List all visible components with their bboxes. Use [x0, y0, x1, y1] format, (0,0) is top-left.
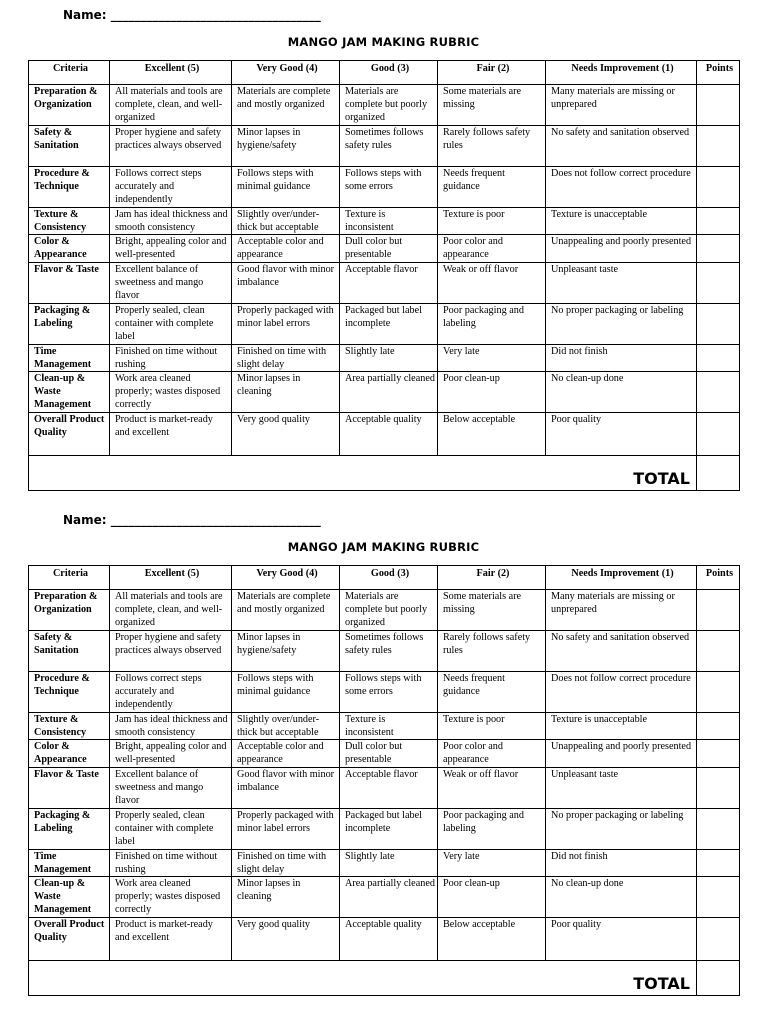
points-cell[interactable] — [697, 167, 740, 208]
excellent-cell: Work area cleaned properly; wastes disposed correctly — [110, 372, 232, 413]
excellent-cell: All materials and tools are complete, clean, and well-organized — [110, 85, 232, 126]
header-very-good: Very Good (4) — [232, 61, 340, 85]
very-good-cell: Finished on time with slight delay — [232, 344, 340, 371]
fair-cell: Rarely follows safety rules — [438, 126, 546, 167]
needs-improvement-cell: Did not finish — [546, 849, 697, 876]
good-cell: Slightly late — [340, 849, 438, 876]
header-excellent: Excellent (5) — [110, 61, 232, 85]
rubric-title: MANGO JAM MAKING RUBRIC — [287, 35, 480, 49]
fair-cell: Texture is poor — [438, 712, 546, 739]
needs-improvement-cell: No safety and sanitation observed — [546, 126, 697, 167]
good-cell: Slightly late — [340, 344, 438, 371]
rubric-table — [28, 60, 740, 491]
criteria-cell: Preparation & Organization — [29, 85, 110, 126]
excellent-cell: Work area cleaned properly; wastes disposed correctly — [110, 877, 232, 918]
criteria-cell: Time Management — [29, 849, 110, 876]
needs-improvement-cell: Unpleasant taste — [546, 768, 697, 809]
points-cell[interactable] — [697, 126, 740, 167]
total-points-cell[interactable] — [697, 961, 740, 996]
header-points: Points — [697, 566, 740, 590]
table-row — [29, 303, 740, 344]
criteria-cell: Clean-up & Waste Management — [29, 372, 110, 413]
criteria-cell: Safety & Sanitation — [29, 631, 110, 672]
header-points: Points — [697, 61, 740, 85]
excellent-cell: Excellent balance of sweetness and mango flavor — [110, 263, 232, 304]
table-row — [29, 235, 740, 263]
fair-cell: Rarely follows safety rules — [438, 631, 546, 672]
points-cell[interactable] — [697, 303, 740, 344]
rubric-table — [28, 565, 740, 996]
criteria-cell: Procedure & Technique — [29, 167, 110, 208]
excellent-cell: Product is market-ready and excellent — [110, 918, 232, 961]
excellent-cell: Proper hygiene and safety practices always observed — [110, 631, 232, 672]
table-row — [29, 672, 740, 713]
good-cell: Follows steps with some errors — [340, 672, 438, 713]
good-cell: Materials are complete but poorly organized — [340, 85, 438, 126]
good-cell: Packaged but label incomplete — [340, 303, 438, 344]
fair-cell: Poor color and appearance — [438, 235, 546, 263]
fair-cell: Very late — [438, 344, 546, 371]
fair-cell: Poor packaging and labeling — [438, 808, 546, 849]
points-cell[interactable] — [697, 877, 740, 918]
points-cell[interactable] — [697, 918, 740, 961]
criteria-cell: Flavor & Taste — [29, 768, 110, 809]
header-needs-improvement: Needs Improvement (1) — [546, 61, 697, 85]
total-label: TOTAL — [29, 456, 697, 491]
header-excellent: Excellent (5) — [110, 566, 232, 590]
excellent-cell: Jam has ideal thickness and smooth consistency — [110, 207, 232, 234]
table-row — [29, 413, 740, 456]
needs-improvement-cell: Does not follow correct procedure — [546, 167, 697, 208]
points-cell[interactable] — [697, 344, 740, 371]
needs-improvement-cell: Poor quality — [546, 413, 697, 456]
header-fair: Fair (2) — [438, 61, 546, 85]
needs-improvement-cell: No proper packaging or labeling — [546, 808, 697, 849]
table-row — [29, 849, 740, 876]
table-row — [29, 372, 740, 413]
table-row — [29, 207, 740, 234]
very-good-cell: Minor lapses in cleaning — [232, 877, 340, 918]
very-good-cell: Good flavor with minor imbalance — [232, 263, 340, 304]
fair-cell: Some materials are missing — [438, 85, 546, 126]
very-good-cell: Materials are complete and mostly organized — [232, 85, 340, 126]
good-cell: Acceptable flavor — [340, 768, 438, 809]
table-row — [29, 85, 740, 126]
fair-cell: Weak or off flavor — [438, 263, 546, 304]
header-fair: Fair (2) — [438, 566, 546, 590]
header-criteria: Criteria — [29, 566, 110, 590]
name-field-label[interactable]: Name: ___________________________________ — [63, 513, 321, 527]
table-row — [29, 590, 740, 631]
total-row — [29, 961, 740, 996]
excellent-cell: Follows correct steps accurately and independently — [110, 672, 232, 713]
excellent-cell: Follows correct steps accurately and independently — [110, 167, 232, 208]
points-cell[interactable] — [697, 590, 740, 631]
excellent-cell: Properly sealed, clean container with complete label — [110, 808, 232, 849]
needs-improvement-cell: Does not follow correct procedure — [546, 672, 697, 713]
good-cell: Dull color but presentable — [340, 740, 438, 768]
table-row — [29, 712, 740, 739]
fair-cell: Poor color and appearance — [438, 740, 546, 768]
needs-improvement-cell: No clean-up done — [546, 372, 697, 413]
points-cell[interactable] — [697, 85, 740, 126]
fair-cell: Some materials are missing — [438, 590, 546, 631]
points-cell[interactable] — [697, 768, 740, 809]
points-cell[interactable] — [697, 672, 740, 713]
needs-improvement-cell: Unpleasant taste — [546, 263, 697, 304]
criteria-cell: Texture & Consistency — [29, 207, 110, 234]
header-row — [29, 61, 740, 85]
table-row — [29, 740, 740, 768]
criteria-cell: Flavor & Taste — [29, 263, 110, 304]
very-good-cell: Properly packaged with minor label errors — [232, 303, 340, 344]
good-cell: Area partially cleaned — [340, 877, 438, 918]
criteria-cell: Clean-up & Waste Management — [29, 877, 110, 918]
table-row — [29, 918, 740, 961]
good-cell: Texture is inconsistent — [340, 207, 438, 234]
very-good-cell: Properly packaged with minor label errors — [232, 808, 340, 849]
criteria-cell: Time Management — [29, 344, 110, 371]
good-cell: Area partially cleaned — [340, 372, 438, 413]
fair-cell: Poor clean-up — [438, 372, 546, 413]
excellent-cell: All materials and tools are complete, clean, and well-organized — [110, 590, 232, 631]
good-cell: Follows steps with some errors — [340, 167, 438, 208]
excellent-cell: Bright, appealing color and well-presented — [110, 740, 232, 768]
criteria-cell: Color & Appearance — [29, 235, 110, 263]
good-cell: Acceptable quality — [340, 918, 438, 961]
excellent-cell: Proper hygiene and safety practices always observed — [110, 126, 232, 167]
good-cell: Texture is inconsistent — [340, 712, 438, 739]
table-row — [29, 344, 740, 371]
total-label: TOTAL — [29, 961, 697, 996]
criteria-cell: Texture & Consistency — [29, 712, 110, 739]
very-good-cell: Follows steps with minimal guidance — [232, 672, 340, 713]
fair-cell: Needs frequent guidance — [438, 167, 546, 208]
very-good-cell: Minor lapses in cleaning — [232, 372, 340, 413]
criteria-cell: Safety & Sanitation — [29, 126, 110, 167]
needs-improvement-cell: No proper packaging or labeling — [546, 303, 697, 344]
points-cell[interactable] — [697, 808, 740, 849]
very-good-cell: Slightly over/under-thick but acceptable — [232, 712, 340, 739]
header-needs-improvement: Needs Improvement (1) — [546, 566, 697, 590]
criteria-cell: Packaging & Labeling — [29, 808, 110, 849]
criteria-cell: Overall Product Quality — [29, 413, 110, 456]
criteria-cell: Preparation & Organization — [29, 590, 110, 631]
good-cell: Dull color but presentable — [340, 235, 438, 263]
excellent-cell: Finished on time without rushing — [110, 344, 232, 371]
needs-improvement-cell: No clean-up done — [546, 877, 697, 918]
good-cell: Sometimes follows safety rules — [340, 126, 438, 167]
table-row — [29, 877, 740, 918]
needs-improvement-cell: Texture is unacceptable — [546, 712, 697, 739]
table-row — [29, 808, 740, 849]
needs-improvement-cell: Many materials are missing or unprepared — [546, 590, 697, 631]
header-good: Good (3) — [340, 61, 438, 85]
good-cell: Materials are complete but poorly organized — [340, 590, 438, 631]
points-cell[interactable] — [697, 263, 740, 304]
very-good-cell: Materials are complete and mostly organized — [232, 590, 340, 631]
name-field-label[interactable]: Name: ___________________________________ — [63, 8, 321, 22]
needs-improvement-cell: Many materials are missing or unprepared — [546, 85, 697, 126]
very-good-cell: Acceptable color and appearance — [232, 235, 340, 263]
good-cell: Packaged but label incomplete — [340, 808, 438, 849]
points-cell[interactable] — [697, 372, 740, 413]
points-cell[interactable] — [697, 849, 740, 876]
header-good: Good (3) — [340, 566, 438, 590]
excellent-cell: Finished on time without rushing — [110, 849, 232, 876]
points-cell[interactable] — [697, 712, 740, 739]
header-criteria: Criteria — [29, 61, 110, 85]
criteria-cell: Procedure & Technique — [29, 672, 110, 713]
total-points-cell[interactable] — [697, 456, 740, 491]
good-cell: Acceptable flavor — [340, 263, 438, 304]
points-cell[interactable] — [697, 740, 740, 768]
very-good-cell: Acceptable color and appearance — [232, 740, 340, 768]
table-row — [29, 167, 740, 208]
points-cell[interactable] — [697, 413, 740, 456]
rubric-title: MANGO JAM MAKING RUBRIC — [287, 540, 480, 554]
very-good-cell: Good flavor with minor imbalance — [232, 768, 340, 809]
very-good-cell: Very good quality — [232, 918, 340, 961]
excellent-cell: Jam has ideal thickness and smooth consistency — [110, 712, 232, 739]
very-good-cell: Follows steps with minimal guidance — [232, 167, 340, 208]
fair-cell: Below acceptable — [438, 413, 546, 456]
fair-cell: Very late — [438, 849, 546, 876]
fair-cell: Poor clean-up — [438, 877, 546, 918]
excellent-cell: Properly sealed, clean container with complete label — [110, 303, 232, 344]
criteria-cell: Color & Appearance — [29, 740, 110, 768]
excellent-cell: Bright, appealing color and well-presented — [110, 235, 232, 263]
fair-cell: Weak or off flavor — [438, 768, 546, 809]
very-good-cell: Minor lapses in hygiene/safety — [232, 126, 340, 167]
needs-improvement-cell: Unappealing and poorly presented — [546, 235, 697, 263]
very-good-cell: Finished on time with slight delay — [232, 849, 340, 876]
needs-improvement-cell: Did not finish — [546, 344, 697, 371]
criteria-cell: Overall Product Quality — [29, 918, 110, 961]
table-row — [29, 263, 740, 304]
table-row — [29, 768, 740, 809]
excellent-cell: Product is market-ready and excellent — [110, 413, 232, 456]
points-cell[interactable] — [697, 631, 740, 672]
needs-improvement-cell: Texture is unacceptable — [546, 207, 697, 234]
excellent-cell: Excellent balance of sweetness and mango flavor — [110, 768, 232, 809]
very-good-cell: Minor lapses in hygiene/safety — [232, 631, 340, 672]
good-cell: Acceptable quality — [340, 413, 438, 456]
fair-cell: Poor packaging and labeling — [438, 303, 546, 344]
fair-cell: Needs frequent guidance — [438, 672, 546, 713]
table-row — [29, 631, 740, 672]
table-row — [29, 126, 740, 167]
fair-cell: Below acceptable — [438, 918, 546, 961]
criteria-cell: Packaging & Labeling — [29, 303, 110, 344]
needs-improvement-cell: Poor quality — [546, 918, 697, 961]
points-cell[interactable] — [697, 207, 740, 234]
header-very-good: Very Good (4) — [232, 566, 340, 590]
very-good-cell: Very good quality — [232, 413, 340, 456]
fair-cell: Texture is poor — [438, 207, 546, 234]
header-row — [29, 566, 740, 590]
needs-improvement-cell: No safety and sanitation observed — [546, 631, 697, 672]
very-good-cell: Slightly over/under-thick but acceptable — [232, 207, 340, 234]
needs-improvement-cell: Unappealing and poorly presented — [546, 740, 697, 768]
total-row — [29, 456, 740, 491]
good-cell: Sometimes follows safety rules — [340, 631, 438, 672]
points-cell[interactable] — [697, 235, 740, 263]
